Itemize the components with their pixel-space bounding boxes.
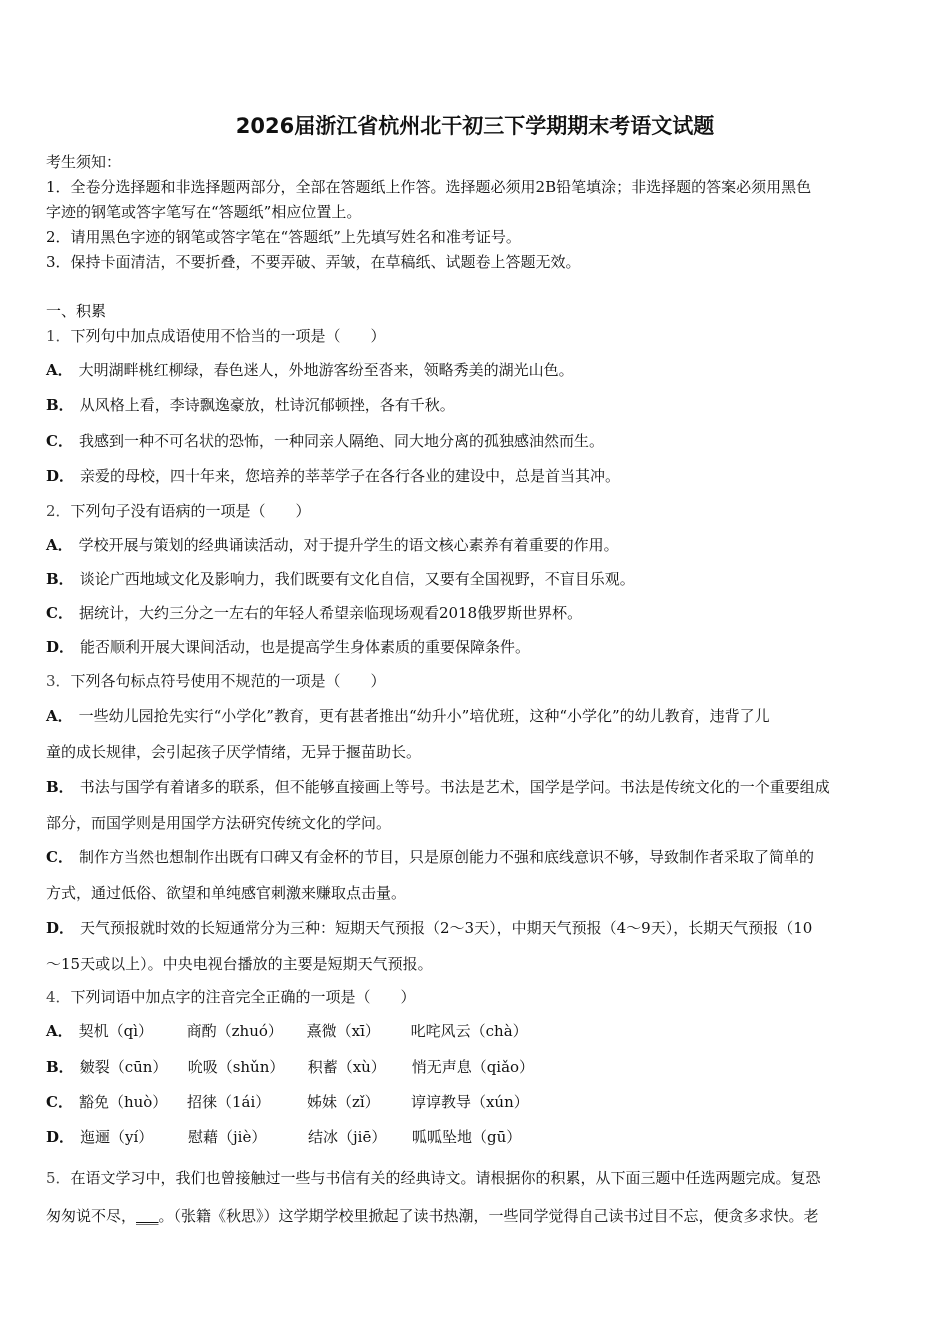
question-4-option-b [46,1057,908,1077]
notice-item: 字迹的钢笔或答字笔写在“答题纸”相应位置上。 [46,203,362,221]
option-word: 皴裂（cūn） [79,1058,168,1076]
option-text: 一些幼儿园抢先实行“小学化”教育，更有甚者推出“幼升小”培优班，这种“小学化”的幼儿教育，违背了儿 [78,707,770,725]
option-text: 书法与国学有着诸多的联系，但不能够直接画上等号。书法是艺术，国学是学问。书法是传统文化的一个重要组成 [79,778,830,796]
question-4-option-d [46,1127,908,1147]
option-word: 迤逦（yí） [80,1128,154,1146]
question-4-stem [46,987,908,1007]
option-word: 契机（qì） [78,1022,154,1040]
section-heading: 一、积累 [46,302,107,320]
option-word: 吮吸（shǔn） [187,1058,285,1076]
question-3-stem [46,671,908,691]
option-text: 学校开展与策划的经典诵读活动，对于提升学生的语文核心素养有着重要的作用。 [78,536,619,554]
option-label: C． [46,1093,73,1111]
question-1-option-c [46,431,908,451]
option-label: A． [46,1022,73,1040]
option-text: 据统计，大约三分之一左右的年轻人希望亲临现场观看2018俄罗斯世界杯。 [78,604,583,622]
option-text: 制作方当然也想制作出既有口碑又有金杯的节目，只是原创能力不强和底线意识不够，导致制作者采取了简单的 [78,848,814,866]
option-text: 亲爱的母校，四十年来，您培养的莘莘学子在各行各业的建设中，总是首当其冲。 [80,467,621,485]
option-label: A． [46,361,73,379]
question-3-option-d [46,918,908,938]
question-number: 2． [46,502,71,520]
question-text: 在语文学习中，我们也曾接触过一些与书信有关的经典诗文。请根据你的积累，从下面三题中任选两题完成。复恐 [70,1169,821,1187]
option-label: B． [46,570,74,588]
question-1-option-a [46,360,908,380]
question-text: 下列句中加点成语使用不恰当的一项是（ ） [70,327,386,345]
notice-item: 3．保持卡面清洁，不要折叠，不要弄破、弄皱，在草稿纸、试题卷上答题无效。 [46,253,581,271]
option-label: A． [46,707,73,725]
option-label: B． [46,778,74,796]
option-label: D． [46,638,75,656]
question-number: 3． [46,672,71,690]
option-label: C． [46,604,73,622]
option-label: B． [46,396,74,414]
option-label: A． [46,536,73,554]
exam-title: 2026届浙江省杭州北干初三下学期期末考语文试题 [235,114,715,138]
question-text: 。（张籍《秋思》）这学期学校里掀起了读书热潮，一些同学觉得自己读书过目不忘，便贪多求快。老 [158,1207,819,1225]
question-1-option-b [46,395,908,415]
option-word: 叱咤风云（chà） [410,1022,528,1040]
notice-item: 2．请用黑色字迹的钢笔或答字笔在“答题纸”上先填写姓名和准考证号。 [46,228,521,246]
question-2-option-c [46,603,908,623]
question-3-option-d-cont: ～15天或以上）。中央电视台播放的主要是短期天气预报。 [46,955,433,973]
question-number: 1． [46,327,71,345]
option-word: 结冰（jiē） [308,1128,387,1146]
option-label: C． [46,848,73,866]
option-word: 积蓄（xù） [307,1058,386,1076]
question-4-option-c [46,1092,908,1112]
answer-blank[interactable]: ___ [136,1207,159,1225]
question-number: 4． [46,988,71,1006]
option-word: 豁免（huò） [78,1093,168,1111]
question-4-option-a [46,1021,908,1041]
option-word: 谆谆教导（xún） [410,1093,529,1111]
question-3-option-a [46,706,908,726]
question-1-option-d [46,466,908,486]
option-word: 招徕（1ái） [186,1093,271,1111]
question-text: 下列词语中加点字的注音完全正确的一项是（ ） [70,988,416,1006]
question-2-option-d [46,637,908,657]
question-1-stem [46,326,908,346]
question-3-option-c [46,847,908,867]
option-label: D． [46,1128,75,1146]
option-text: 谈论广西地域文化及影响力，我们既要有文化自信，又要有全国视野，不盲目乐观。 [79,570,635,588]
option-text: 大明湖畔桃红柳绿，春色迷人，外地游客纷至沓来，领略秀美的湖光山色。 [78,361,574,379]
option-word: 慰藉（jiè） [188,1128,267,1146]
question-3-option-a-cont: 童的成长规律，会引起孩子厌学情绪，无异于揠苗助长。 [46,743,422,761]
option-label: C． [46,432,73,450]
question-3-option-b [46,777,908,797]
option-label: D． [46,467,75,485]
notice-heading: 考生须知： [46,153,122,171]
option-word: 呱呱坠地（gū） [412,1128,522,1146]
option-word: 商酌（zhuó） [186,1022,283,1040]
question-text: 匆匆说不尽， [46,1207,137,1225]
question-3-option-c-cont: 方式，通过低俗、欲望和单纯感官刺激来赚取点击量。 [46,884,407,902]
question-5-stem [46,1168,908,1188]
option-text: 从风格上看，李诗飘逸豪放，杜诗沉郁顿挫，各有千秋。 [79,396,455,414]
question-5-cont [46,1206,908,1226]
option-label: D． [46,919,75,937]
question-2-stem [46,501,908,521]
option-text: 能否顺利开展大课间活动，也是提高学生身体素质的重要保障条件。 [80,638,531,656]
option-word: 熹微（xī） [306,1022,380,1040]
question-2-option-b [46,569,908,589]
question-3-option-b-cont: 部分，而国学则是用国学方法研究传统文化的学问。 [46,814,392,832]
question-text: 下列句子没有语病的一项是（ ） [70,502,311,520]
option-word: 悄无声息（qiǎo） [411,1058,535,1076]
option-text: 天气预报就时效的长短通常分为三种：短期天气预报（2～3天），中期天气预报（4～9天），长期天气预报（10 [80,919,813,937]
question-number: 5． [46,1169,71,1187]
option-text: 我感到一种不可名状的恐怖，一种同亲人隔绝、同大地分离的孤独感油然而生。 [78,432,604,450]
notice-item: 1．全卷分选择题和非选择题两部分，全部在答题纸上作答。选择题必须用2B铅笔填涂；非选择题的答案必须用黑色 [46,178,812,196]
option-label: B． [46,1058,74,1076]
question-2-option-a [46,535,908,555]
question-text: 下列各句标点符号使用不规范的一项是（ ） [70,672,386,690]
option-word: 姊妹（zǐ） [306,1093,380,1111]
